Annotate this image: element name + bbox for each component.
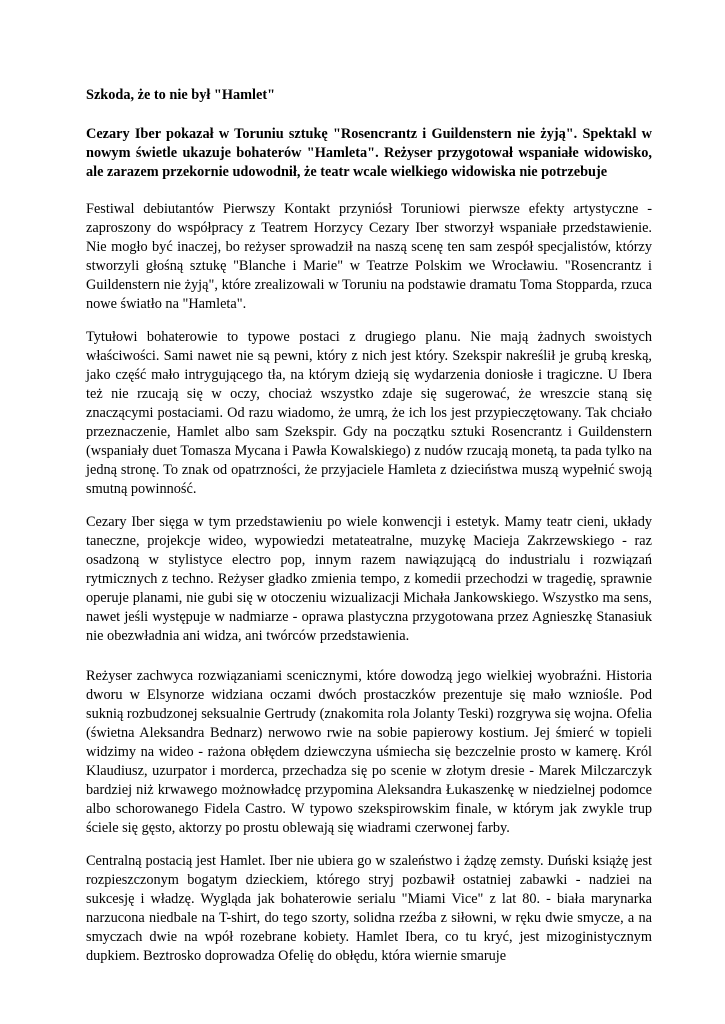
article-paragraph-5: Centralną postacią jest Hamlet. Iber nie ubiera go w szaleństwo i żądzę zemsty. Duński książę jest rozpieszczonym bogatym dzieckiem, którego stryj pozbawił ostatniej zabawki - nadziei na sukcesję i władzę. Wygląda jak bohaterowie serialu "Miami Vice" z lat 80. - biała marynarka narzucona niedbale na T-shirt, do tego szorty, solidna rzeźba z siłowni, w ręku dwie smycze, a na smyczach dwie na wpół rozebrane kobiety. Hamlet Ibera, co tu kryć, jest mizoginistycznym dupkiem. Beztrosko doprowadza Ofelię do obłędu, która wiernie smaruje — [86, 853, 652, 964]
article-paragraph-1: Festiwal debiutantów Pierwszy Kontakt przyniósł Toruniowi pierwsze efekty artystyczne - zaproszony do współpracy z Teatrem Horzycy Cezary Iber stworzył wspaniałe przedstawienie. Nie mogło być inaczej, bo reżyser sprowadził na naszą scenę ten sam zespół specjalistów, którzy stworzyli głośną sztukę "Blanche i Marie" w Teatrze Polskim we Wrocławiu. "Rosencrantz i Guildenstern nie żyją", które zrealizowali w Toruniu na podstawie dramatu Toma Stopparda, rzuca nowe światło na "Hamleta". — [86, 201, 652, 312]
article-paragraph-3: Cezary Iber sięga w tym przedstawieniu po wiele konwencji i estetyk. Mamy teatr cieni, układy taneczne, projekcje wideo, wypowiedzi metateatralne, muzykę Macieja Zakrzewskiego - raz osadzoną w stylistyce electro pop, innym razem nawiązującą do industrialu i rozwiązań rytmicznych z techno. Reżyser gładko zmienia tempo, z komedii przechodzi w tragedię, sprawnie operuje planami, nie gubi się w otoczeniu wizualizacji Michała Jankowskiego. Wszystko ma sens, nawet jeśli występuje w nadmiarze - oprawa plastyczna przygotowana przez Agnieszkę Stanasiuk nie obezwładnia ani widza, ani twórców przedstawienia. — [86, 514, 652, 644]
article-paragraph-4: Reżyser zachwyca rozwiązaniami scenicznymi, które dowodzą jego wielkiej wyobraźni. Historia dworu w Elsynorze widziana oczami dwóch prostaczków prezentuje się mało wzniośle. Pod suknią rozbudzonej seksualnie Gertrudy (znakomita rola Jolanty Teski) rozgrywa się wojna. Ofelia (świetna Aleksandra Bednarz) nerwowo rwie na sobie papierowy kostium. Jej śmierć w topieli widzimy na wideo - rażona obłędem dziewczyna uśmiecha się bezczelnie prosto w kamerę. Król Klaudiusz, uzurpator i morderca, przechadza się po scenie w złotym dresie - Marek Milczarczyk bardziej niż krwawego możnowładcę przypomina Aleksandra Łukaszenkę w niedzielnej podomce albo schorowanego Fidela Castro. W typowo szekspirowskim finale, w którym jak zwykle trup ściele się gęsto, aktorzy po prostu oblewają się wiadrami czerwonej farby. — [86, 668, 652, 836]
article-lead: Cezary Iber pokazał w Toruniu sztukę "Rosencrantz i Guildenstern nie żyją". Spektakl w nowym świetle ukazuje bohaterów "Hamleta". Reżyser przygotował wspaniałe widowisko, ale zarazem przekornie udowodnił, że teatr wcale wielkiego widowiska nie potrzebuje — [86, 126, 652, 180]
article-paragraph-2: Tytułowi bohaterowie to typowe postaci z drugiego planu. Nie mają żadnych swoistych właściwości. Sami nawet nie są pewni, który z nich jest który. Szekspir nakreślił je grubą kreską, jako część mało intrygującego tła, na którym dzieją się wydarzenia doniosłe i tragiczne. U Ibera też nie rzucają się w oczy, chociaż wszystko zdaje się sugerować, że wreszcie staną się znaczącymi postaciami. Od razu wiadomo, że umrą, że ich los jest przypieczętowany. Tak chciało przeznaczenie, Hamlet albo sam Szekspir. Gdy na początku sztuki Rosencrantz i Guildenstern (wspaniały duet Tomasza Mycana i Pawła Kowalskiego) z nudów rzucają monetą, ta pada tylko na jedną stronę. To znak od opatrzności, że przyjaciele Hamleta z dzieciństwa muszą wypełnić swoją smutną powinność. — [86, 329, 652, 497]
article-title: Szkoda, że to nie był "Hamlet" — [86, 87, 276, 103]
document-page — [86, 86, 652, 980]
